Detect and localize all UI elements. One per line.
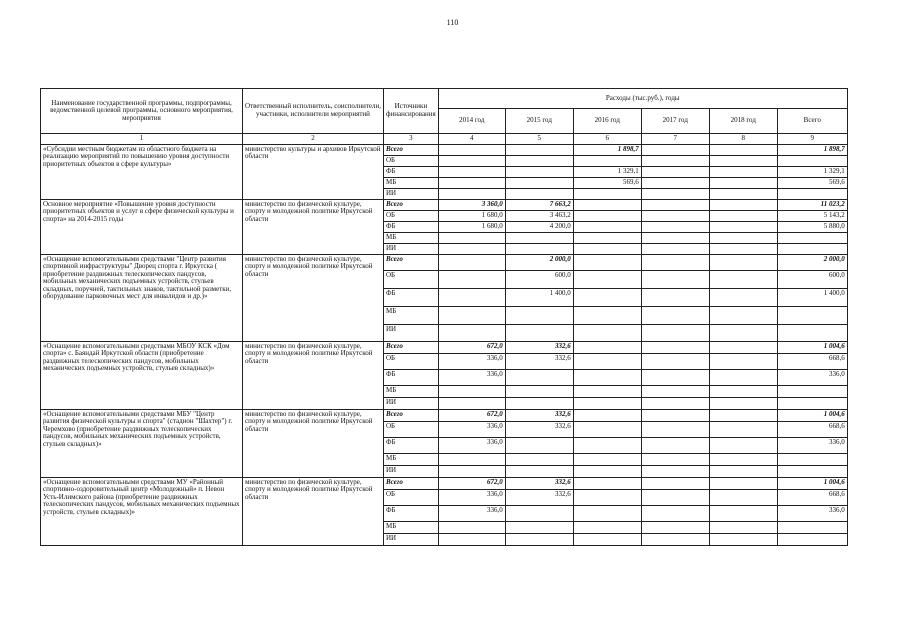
funding-source: Всего	[384, 477, 439, 489]
amount-cell	[709, 144, 777, 155]
amount-cell	[709, 397, 777, 409]
total-cell: 11 023,2	[777, 199, 847, 210]
amount-cell	[573, 155, 641, 166]
amount-cell	[709, 254, 777, 270]
funding-source: ОБ	[384, 270, 439, 288]
total-cell: 2 000,0	[777, 254, 847, 270]
funding-source: ОБ	[384, 489, 439, 505]
total-cell: 600,0	[777, 270, 847, 288]
amount-cell	[641, 421, 709, 437]
activity-name: «Субсидии местным бюджетам из областного бюджета на реализацию мероприятий по повышению уровня доступности приоритетных объектов в сфере культуры»	[41, 144, 243, 199]
funding-source: МБ	[384, 177, 439, 188]
column-index: 3	[384, 134, 439, 145]
amount-cell: 332,6	[505, 353, 573, 369]
amount-cell	[573, 421, 641, 437]
amount-cell	[438, 270, 505, 288]
amount-cell	[709, 505, 777, 521]
amount-cell	[641, 477, 709, 489]
amount-cell	[641, 489, 709, 505]
funding-source: ОБ	[384, 155, 439, 166]
total-cell	[777, 243, 847, 254]
amount-cell: 332,6	[505, 409, 573, 421]
amount-cell	[505, 437, 573, 453]
amount-cell	[573, 453, 641, 465]
amount-cell	[505, 188, 573, 199]
amount-cell	[641, 155, 709, 166]
amount-cell	[438, 243, 505, 254]
amount-cell	[641, 188, 709, 199]
table-row	[41, 341, 848, 353]
header-year-2016: 2016 год	[573, 109, 641, 134]
amount-cell: 336,0	[438, 437, 505, 453]
amount-cell	[573, 243, 641, 254]
amount-cell	[505, 397, 573, 409]
funding-source: Всего	[384, 199, 439, 210]
column-index: 5	[505, 134, 573, 145]
header-year-2015: 2015 год	[505, 109, 573, 134]
amount-cell	[438, 254, 505, 270]
total-cell	[777, 453, 847, 465]
amount-cell: 336,0	[438, 353, 505, 369]
amount-cell	[438, 306, 505, 324]
amount-cell	[709, 288, 777, 306]
amount-cell: 600,0	[505, 270, 573, 288]
funding-source: ИИ	[384, 324, 439, 341]
amount-cell	[641, 505, 709, 521]
amount-cell	[641, 341, 709, 353]
header-expenses: Расходы (тыс.руб.), годы	[438, 89, 847, 109]
amount-cell	[573, 385, 641, 397]
funding-source: ФБ	[384, 505, 439, 521]
funding-source: ИИ	[384, 243, 439, 254]
amount-cell	[438, 465, 505, 477]
funding-source: Всего	[384, 409, 439, 421]
amount-cell	[573, 232, 641, 243]
amount-cell	[641, 453, 709, 465]
amount-cell	[709, 489, 777, 505]
total-cell: 1 004,6	[777, 409, 847, 421]
amount-cell: 336,0	[438, 369, 505, 385]
amount-cell: 332,6	[505, 489, 573, 505]
column-index: 6	[573, 134, 641, 145]
amount-cell	[641, 210, 709, 221]
amount-cell	[438, 177, 505, 188]
total-cell: 336,0	[777, 505, 847, 521]
amount-cell: 1 680,0	[438, 221, 505, 232]
budget-table-body	[41, 144, 848, 545]
column-index: 8	[709, 134, 777, 145]
amount-cell: 672,0	[438, 477, 505, 489]
activity-name: Основное мероприятие «Повышение уровня доступности приоритетных объектов и услуг в сфере физической культуры и спорта» на 2014-2015 годы	[41, 199, 243, 254]
table-row	[41, 477, 848, 489]
executor: министерство по физической культуре, спорту и молодежной политике Иркутской области	[243, 477, 384, 545]
amount-cell	[505, 306, 573, 324]
funding-source: ИИ	[384, 533, 439, 545]
amount-cell	[641, 144, 709, 155]
amount-cell: 3 463,2	[505, 210, 573, 221]
amount-cell	[438, 453, 505, 465]
funding-source: Всего	[384, 254, 439, 270]
amount-cell: 336,0	[438, 421, 505, 437]
total-cell	[777, 521, 847, 533]
amount-cell	[505, 505, 573, 521]
amount-cell	[709, 421, 777, 437]
amount-cell	[641, 533, 709, 545]
total-cell	[777, 385, 847, 397]
column-index: 1	[41, 134, 243, 145]
total-cell	[777, 533, 847, 545]
amount-cell	[709, 353, 777, 369]
amount-cell: 332,6	[505, 341, 573, 353]
total-cell: 668,6	[777, 489, 847, 505]
amount-cell	[641, 199, 709, 210]
table-row	[41, 199, 848, 210]
amount-cell	[573, 324, 641, 341]
funding-source: МБ	[384, 306, 439, 324]
amount-cell	[709, 177, 777, 188]
amount-cell	[438, 533, 505, 545]
amount-cell	[438, 397, 505, 409]
funding-source: ФБ	[384, 437, 439, 453]
amount-cell	[505, 521, 573, 533]
funding-source: ФБ	[384, 221, 439, 232]
funding-source: Всего	[384, 341, 439, 353]
amount-cell	[641, 521, 709, 533]
amount-cell	[505, 166, 573, 177]
amount-cell	[709, 385, 777, 397]
amount-cell	[438, 324, 505, 341]
amount-cell: 332,6	[505, 421, 573, 437]
funding-source: ФБ	[384, 166, 439, 177]
total-cell	[777, 188, 847, 199]
amount-cell: 1 680,0	[438, 210, 505, 221]
amount-cell	[709, 155, 777, 166]
amount-cell	[709, 369, 777, 385]
table-row	[41, 144, 848, 155]
amount-cell: 2 000,0	[505, 254, 573, 270]
amount-cell	[709, 533, 777, 545]
amount-cell	[709, 465, 777, 477]
funding-source: Всего	[384, 144, 439, 155]
header-year-2017: 2017 год	[641, 109, 709, 134]
funding-source: ИИ	[384, 465, 439, 477]
amount-cell	[438, 521, 505, 533]
amount-cell	[641, 465, 709, 477]
amount-cell	[505, 533, 573, 545]
amount-cell	[641, 397, 709, 409]
amount-cell	[641, 306, 709, 324]
amount-cell	[573, 306, 641, 324]
amount-cell	[505, 453, 573, 465]
amount-cell	[573, 437, 641, 453]
amount-cell	[641, 437, 709, 453]
total-cell: 5 143,2	[777, 210, 847, 221]
executor: министерство культуры и архивов Иркутской области	[243, 144, 384, 199]
header-year-2018: 2018 год	[709, 109, 777, 134]
total-cell: 5 880,0	[777, 221, 847, 232]
table-row	[41, 254, 848, 270]
funding-source: МБ	[384, 521, 439, 533]
amount-cell: 3 360,0	[438, 199, 505, 210]
amount-cell	[709, 166, 777, 177]
amount-cell	[573, 465, 641, 477]
activity-name: «Оснащение вспомогательными средствами "Центр развития спортивной инфраструктуры" Дворец спорта г. Иркутска ( приобретение раздвижных телескопических пандусов, мобильных механических подъемных устройств, стульев складных, поручней, тактильных знаков, тактильной разметки, оборудование парковочных мест для инвалидов и др.)»	[41, 254, 243, 341]
header-total: Всего	[777, 109, 847, 134]
funding-source: МБ	[384, 385, 439, 397]
amount-cell: 569,6	[573, 177, 641, 188]
amount-cell	[505, 155, 573, 166]
funding-source: ФБ	[384, 288, 439, 306]
funding-source: МБ	[384, 453, 439, 465]
executor: министерство по физической культуре, спорту и молодежной политике Иркутской области	[243, 254, 384, 341]
total-cell	[777, 306, 847, 324]
header-year-2014: 2014 год	[438, 109, 505, 134]
amount-cell	[573, 369, 641, 385]
amount-cell	[573, 409, 641, 421]
amount-cell	[573, 521, 641, 533]
funding-source: ОБ	[384, 353, 439, 369]
amount-cell: 332,6	[505, 477, 573, 489]
funding-source: ОБ	[384, 210, 439, 221]
header-name: Наименование государственной программы, подпрограммы, ведомственной целевой программы, основного мероприятия, мероприятия	[41, 89, 243, 134]
amount-cell	[573, 221, 641, 232]
amount-cell	[573, 270, 641, 288]
amount-cell	[709, 306, 777, 324]
amount-cell	[641, 270, 709, 288]
amount-cell	[505, 324, 573, 341]
amount-cell: 1 898,7	[573, 144, 641, 155]
amount-cell: 7 663,2	[505, 199, 573, 210]
amount-cell	[709, 477, 777, 489]
column-index: 7	[641, 134, 709, 145]
amount-cell	[709, 188, 777, 199]
funding-source: ФБ	[384, 369, 439, 385]
total-cell: 668,6	[777, 353, 847, 369]
amount-cell	[709, 341, 777, 353]
amount-cell	[438, 144, 505, 155]
amount-cell	[641, 254, 709, 270]
amount-cell	[505, 232, 573, 243]
amount-cell	[438, 166, 505, 177]
amount-cell	[573, 341, 641, 353]
total-cell: 1 400,0	[777, 288, 847, 306]
amount-cell: 336,0	[438, 489, 505, 505]
amount-cell	[709, 199, 777, 210]
amount-cell	[573, 533, 641, 545]
amount-cell	[438, 385, 505, 397]
executor: министерство по физической культуре, спорту и молодежной политике Иркутской области	[243, 199, 384, 254]
total-cell: 336,0	[777, 437, 847, 453]
total-cell	[777, 232, 847, 243]
funding-source: ИИ	[384, 188, 439, 199]
amount-cell: 4 200,0	[505, 221, 573, 232]
column-index: 2	[243, 134, 384, 145]
total-cell: 336,0	[777, 369, 847, 385]
total-cell: 668,6	[777, 421, 847, 437]
amount-cell	[573, 397, 641, 409]
total-cell	[777, 465, 847, 477]
total-cell: 569,6	[777, 177, 847, 188]
amount-cell	[505, 144, 573, 155]
amount-cell: 672,0	[438, 341, 505, 353]
total-cell: 1 004,6	[777, 341, 847, 353]
amount-cell	[505, 177, 573, 188]
amount-cell: 1 329,1	[573, 166, 641, 177]
amount-cell	[573, 477, 641, 489]
header-executor: Ответственный исполнитель, соисполнители, участники, исполнители мероприятий	[243, 89, 384, 134]
amount-cell	[709, 243, 777, 254]
amount-cell: 336,0	[438, 505, 505, 521]
amount-cell	[573, 188, 641, 199]
amount-cell	[709, 521, 777, 533]
amount-cell	[505, 243, 573, 254]
table-row	[41, 409, 848, 421]
amount-cell	[709, 232, 777, 243]
amount-cell	[709, 270, 777, 288]
amount-cell	[709, 210, 777, 221]
amount-cell	[573, 288, 641, 306]
amount-cell	[641, 288, 709, 306]
amount-cell	[641, 324, 709, 341]
total-cell	[777, 324, 847, 341]
funding-source: МБ	[384, 232, 439, 243]
amount-cell	[709, 409, 777, 421]
amount-cell	[641, 221, 709, 232]
amount-cell	[641, 166, 709, 177]
activity-name: «Оснащение вспомогательными средствами МУ «Районный спортивно-оздоровительный центр «Молодежный» п. Невон Усть-Илимского района (приобретение раздвижных телескопических пандусов, мобильных механических подъемных устройств, стульев складных)»	[41, 477, 243, 545]
amount-cell	[505, 369, 573, 385]
column-index: 9	[777, 134, 847, 145]
amount-cell	[641, 177, 709, 188]
activity-name: «Оснащение вспомогательными средствами МБОУ КСК «Дом спорта» с. Баяндай Иркутской области (приобретение раздвижных телескопических пандусов, мобильных механических подъемных устройств, стульев складных)»	[41, 341, 243, 409]
amount-cell: 672,0	[438, 409, 505, 421]
amount-cell	[438, 232, 505, 243]
amount-cell	[438, 288, 505, 306]
amount-cell	[573, 353, 641, 369]
column-index: 4	[438, 134, 505, 145]
amount-cell	[573, 199, 641, 210]
amount-cell	[709, 324, 777, 341]
amount-cell	[573, 505, 641, 521]
page-number: 110	[446, 18, 459, 27]
amount-cell	[641, 353, 709, 369]
amount-cell	[505, 385, 573, 397]
total-cell: 1 898,7	[777, 144, 847, 155]
total-cell: 1 004,6	[777, 477, 847, 489]
amount-cell	[641, 232, 709, 243]
amount-cell: 1 400,0	[505, 288, 573, 306]
total-cell	[777, 155, 847, 166]
executor: министерство по физической культуре, спорту и молодежной политике Иркутской области	[243, 341, 384, 409]
funding-source: ИИ	[384, 397, 439, 409]
executor: министерство по физической культуре, спорту и молодежной политике Иркутской области	[243, 409, 384, 477]
total-cell: 1 329,1	[777, 166, 847, 177]
amount-cell	[641, 369, 709, 385]
amount-cell	[438, 188, 505, 199]
amount-cell	[505, 465, 573, 477]
total-cell	[777, 397, 847, 409]
funding-source: ОБ	[384, 421, 439, 437]
amount-cell	[641, 409, 709, 421]
amount-cell	[641, 385, 709, 397]
activity-name: «Оснащение вспомогательными средствами МБУ "Центр развития физической культуры и спорта" (стадион "Шахтер") г. Черемхово (приобретение раздвижных телескопических пандусов, мобильных механических подъемных устройств, стульев складных)»	[41, 409, 243, 477]
header-source: Источники финансирования	[384, 89, 439, 134]
amount-cell	[438, 155, 505, 166]
amount-cell	[573, 254, 641, 270]
amount-cell	[641, 243, 709, 254]
budget-table	[40, 88, 848, 546]
amount-cell	[709, 437, 777, 453]
amount-cell	[709, 453, 777, 465]
amount-cell	[709, 221, 777, 232]
amount-cell	[573, 489, 641, 505]
amount-cell	[573, 210, 641, 221]
